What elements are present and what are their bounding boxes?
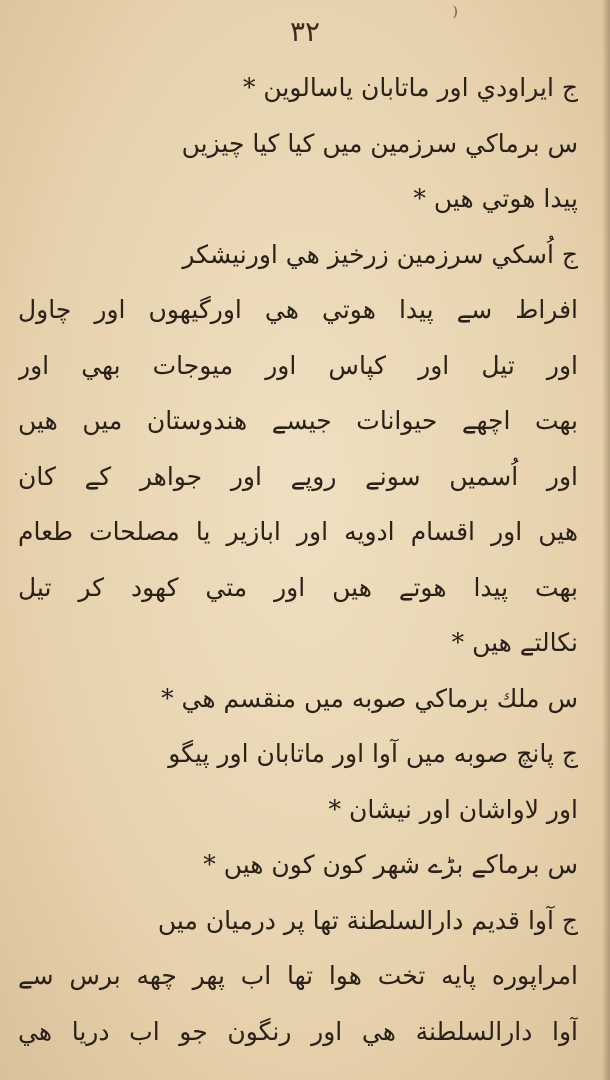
page-number: ۳۲ <box>289 15 321 48</box>
text-line: ج آوا قديم دارالسلطنة تها پر درميان ميں <box>157 905 578 935</box>
text-line: س برماكي سرزمين ميں كيا كيا چيزيں <box>181 128 578 158</box>
page-edge-shadow <box>602 0 610 1080</box>
text-line: ج پانچ صوبه ميں آوا اور ماتابان اور پيگو <box>168 739 578 768</box>
text-line: آوا دارالسلطنة هي اور رنگون جو اب دريا هي <box>18 1016 578 1046</box>
text-line: بهت پيدا هوتے هيں اور متي كهود كر تيل <box>18 572 578 602</box>
text-line: اور اُسميں سونے روپے اور جواهر كے كان <box>18 461 578 491</box>
text-line: هيں اور اقسام ادويه اور ابازير يا مصلحات طعام <box>18 517 578 546</box>
text-line: س برماكے بڑے شهر كون كون هيں * <box>203 850 578 879</box>
text-line: اور لاواشان اور نيشان * <box>328 794 578 824</box>
text-line: پيدا هوتي هيں * <box>413 184 578 213</box>
page-text <box>18 60 578 1059</box>
text-line: ج اُسكي سرزمين زرخيز هي اورنيشكر <box>182 239 578 269</box>
text-line: بهت اچهے حيوانات جيسے هندوستان ميں هيں <box>18 406 578 435</box>
text-line: نكالتے هيں * <box>451 628 578 657</box>
text-line: امراپوره پايه تخت هوا تها اب پهر چهه برس سے <box>18 961 578 990</box>
text-line: اور تيل اور كپاس اور ميوجات بهي اور <box>18 350 578 380</box>
corner-mark: ) <box>452 4 458 20</box>
text-line: س ملك برماكي صوبه ميں منقسم هي * <box>161 683 578 713</box>
text-line: افراط سے پيدا هوتي هي اورگيهوں اور چاول <box>18 295 578 324</box>
text-line: ج ايراودي اور ماتابان ياسالوين * <box>242 73 578 102</box>
